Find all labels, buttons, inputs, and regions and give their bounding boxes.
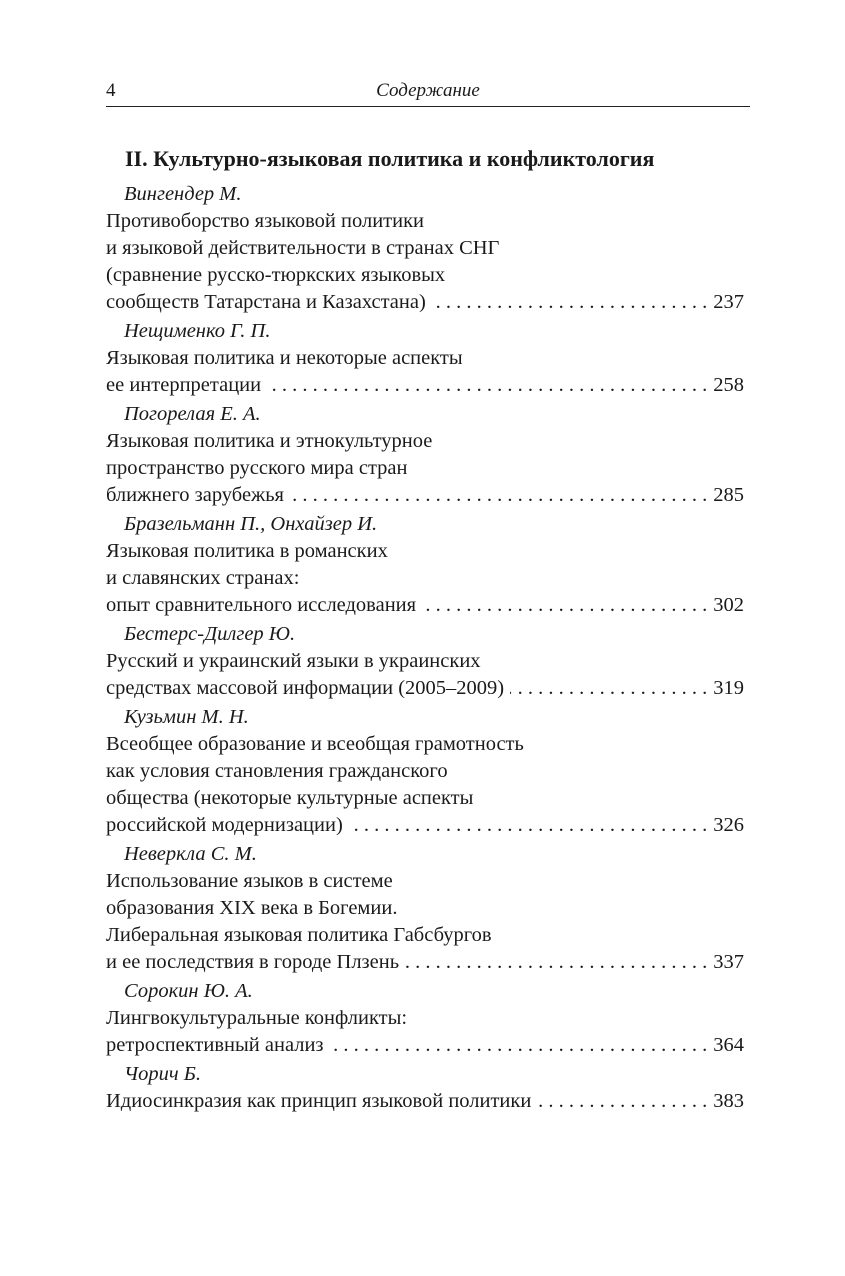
- toc-entry: [106, 318, 744, 399]
- toc-entry: [106, 978, 744, 1059]
- entry-page-number: 285: [713, 484, 744, 506]
- dot-leader: [349, 812, 707, 839]
- entry-title-line: Языковая политика и некоторые аспекты: [106, 347, 463, 369]
- entry-title-line: российской модернизации): [106, 814, 343, 836]
- toc-entry: [106, 841, 744, 976]
- running-head: [106, 78, 750, 107]
- entry-author: Нещименко Г. П.: [124, 320, 271, 342]
- entry-title-line: и языковой действительности в странах СНГ: [106, 237, 500, 259]
- entry-author: Чорич Б.: [124, 1063, 201, 1085]
- entry-page-number: 337: [713, 951, 744, 973]
- entry-title-line: ее интерпретации: [106, 374, 262, 396]
- entry-page-number: 258: [713, 374, 744, 396]
- entry-author: Кузьмин М. Н.: [124, 706, 249, 728]
- entry-title-line: Языковая политика и этнокультурное: [106, 430, 433, 452]
- entry-title-line: ретроспективный анализ: [106, 1034, 324, 1056]
- toc-entry: [106, 511, 744, 619]
- entry-title-line: и славянских странах:: [106, 567, 300, 589]
- entry-page-number: 364: [713, 1034, 744, 1056]
- entry-title-line: и ее последствия в городе Плзень: [106, 951, 400, 973]
- entry-page-number: 237: [713, 291, 744, 313]
- entry-page-number: 383: [713, 1090, 744, 1112]
- entry-author: Бразельманн П., Онхайзер И.: [124, 513, 378, 535]
- dot-leader: [510, 675, 707, 702]
- dot-leader: [330, 1032, 708, 1059]
- page-number: 4: [106, 80, 116, 101]
- entry-title-line: ближнего зарубежья: [106, 484, 284, 506]
- entry-last-line: [106, 372, 744, 399]
- entry-author: Вингендер М.: [124, 183, 242, 205]
- entry-page-number: 319: [713, 677, 744, 699]
- entry-title-line: Противоборство языковой политики: [106, 210, 425, 232]
- entry-title-line: опыт сравнительного исследования: [106, 594, 417, 616]
- dot-leader: [537, 1088, 707, 1115]
- dot-leader: [290, 482, 707, 509]
- dot-leader: [422, 592, 707, 619]
- entry-last-line: [106, 675, 744, 702]
- entry-title-line: как условия становления гражданского: [106, 760, 448, 782]
- entry-title-line: Всеобщее образование и всеобщая грамотность: [106, 733, 524, 755]
- entry-title-line: Лингвокультуральные конфликты:: [106, 1007, 408, 1029]
- toc-entry: [106, 181, 744, 316]
- entry-title-line: сообществ Татарстана и Казахстана): [106, 291, 426, 313]
- entry-title-line: образования XIX века в Богемии.: [106, 897, 398, 919]
- entry-title-line: Русский и украинский языки в украинских: [106, 650, 481, 672]
- entry-author: Погорелая Е. А.: [124, 403, 261, 425]
- entry-author: Сорокин Ю. А.: [124, 980, 253, 1002]
- dot-leader: [267, 372, 707, 399]
- entry-last-line: [106, 482, 744, 509]
- entry-last-line: [106, 949, 744, 976]
- entry-page-number: 326: [713, 814, 744, 836]
- entry-title-line: средствах массовой информации (2005–2009): [106, 677, 505, 699]
- entry-last-line: [106, 1032, 744, 1059]
- toc-entry: [106, 704, 744, 839]
- entry-title-line: Использование языков в системе: [106, 870, 393, 892]
- entry-title-line: пространство русского мира стран: [106, 457, 408, 479]
- entry-last-line: [106, 1088, 744, 1115]
- entry-last-line: [106, 289, 744, 316]
- toc-entries: [106, 181, 744, 1117]
- toc-entry: [106, 1061, 744, 1115]
- entry-page-number: 302: [713, 594, 744, 616]
- entry-title-line: Либеральная языковая политика Габсбургов: [106, 924, 492, 946]
- running-title: Содержание: [376, 80, 480, 101]
- entry-title-line: Языковая политика в романских: [106, 540, 388, 562]
- entry-author: Бестерс-Дилгер Ю.: [124, 623, 296, 645]
- dot-leader: [432, 289, 707, 316]
- entry-last-line: [106, 592, 744, 619]
- section-title: II. Культурно-языковая политика и конфликтология: [125, 146, 655, 171]
- entry-author: Неверкла С. М.: [124, 843, 257, 865]
- entry-title-line: (сравнение русско-тюркских языковых: [106, 264, 446, 286]
- toc-entry: [106, 621, 744, 702]
- entry-title-line: общества (некоторые культурные аспекты: [106, 787, 474, 809]
- entry-last-line: [106, 812, 744, 839]
- toc-entry: [106, 401, 744, 509]
- dot-leader: [405, 949, 707, 976]
- entry-title-line: Идиосинкразия как принцип языковой политики: [106, 1090, 532, 1112]
